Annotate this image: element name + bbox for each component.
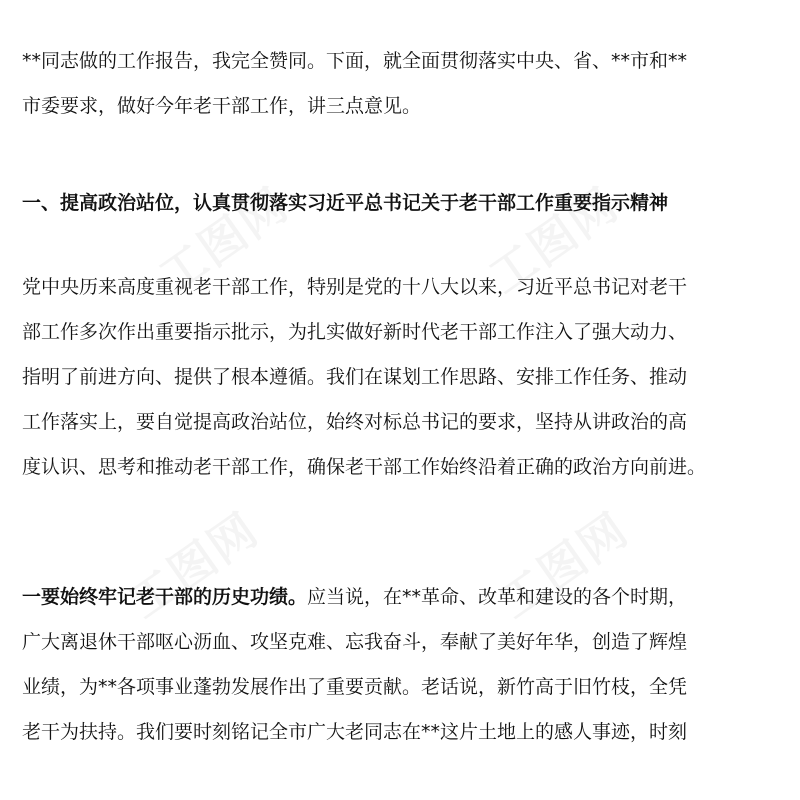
text-line: 党中央历来高度重视老干部工作，特别是党的十八大以来，习近平总书记对老干 — [22, 276, 688, 298]
intro-paragraph — [22, 39, 792, 129]
text-line: 工作落实上，要自觉提高政治站位，始终对标总书记的要求，坚持从讲政治的高 — [22, 411, 688, 433]
text-line: 业绩，为**各项事业蓬勃发展作出了重要贡献。老话说，新竹高于旧竹枝，全凭 — [22, 676, 688, 698]
section-heading-text: 一、提高政治站位，认真贯彻落实习近平总书记关于老干部工作重要指示精神 — [22, 192, 669, 214]
text-line: **同志做的工作报告，我完全赞同。下面，就全面贯彻落实中央、省、**市和** — [22, 50, 688, 72]
paragraph-lead: 一要始终牢记老干部的历史功绩。 — [22, 586, 308, 608]
text-line — [22, 575, 792, 620]
text-line: 市委要求，做好今年老干部工作，讲三点意见。 — [22, 95, 422, 117]
body-paragraph — [22, 265, 792, 490]
text-line: 指明了前进方向、提供了根本遵循。我们在谋划工作思路、安排工作任务、推动 — [22, 366, 688, 388]
text-line: 老干为扶持。我们要时刻铭记全市广大老同志在**这片土地上的感人事迹，时刻 — [22, 721, 688, 743]
paragraph-text: 应当说，在**革命、改革和建设的各个时期， — [307, 586, 688, 608]
text-line: 广大离退休干部呕心沥血、攻坚克难、忘我奋斗，奉献了美好年华，创造了辉煌 — [22, 631, 688, 653]
text-line: 部工作多次作出重要指示批示，为扎实做好新时代老干部工作注入了强大动力、 — [22, 321, 688, 343]
body-paragraph — [22, 575, 792, 755]
text-line: 度认识、思考和推动老干部工作，确保老干部工作始终沿着正确的政治方向前进。 — [22, 456, 707, 478]
section-heading — [22, 181, 792, 226]
